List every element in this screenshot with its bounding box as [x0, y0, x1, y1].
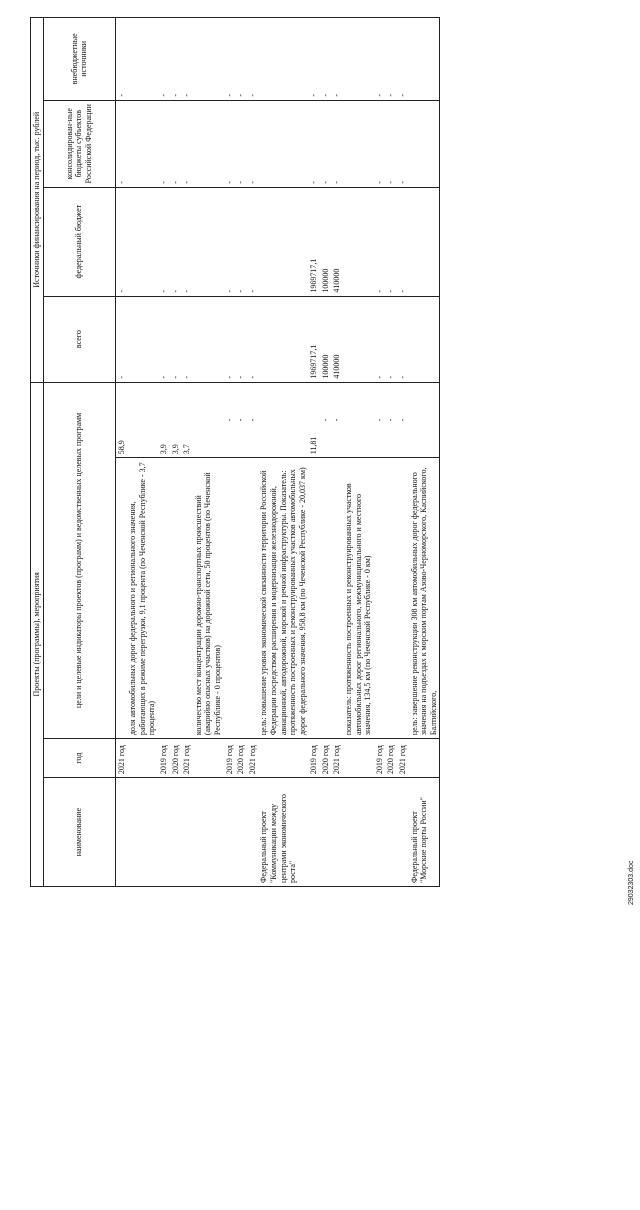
cell-year: 2021 год [247, 739, 259, 778]
cell-extra: - [308, 18, 320, 101]
cell-goal [158, 458, 170, 739]
cell-year: 2021 год [181, 739, 193, 778]
cell-year [409, 739, 440, 778]
cell-regional: - [158, 100, 170, 187]
cell-regional [409, 100, 440, 187]
cell-regional [127, 100, 158, 187]
cell-year [127, 739, 158, 778]
cell-name [181, 778, 193, 887]
cell-name [224, 778, 236, 887]
cell-regional [193, 100, 224, 187]
cell-year [258, 739, 308, 778]
cell-regional: - [385, 100, 397, 187]
cell-name: Федеральный проект "Коммуникации между центрами экономического роста" [258, 778, 308, 887]
cell-indicator-value [258, 382, 308, 458]
cell-indicator-value: - [224, 382, 236, 458]
header-goals: цели и целевые индикаторы проектов (программ) и ведомственных целевых программ [43, 382, 115, 739]
cell-goal [224, 458, 236, 739]
table-row [127, 18, 158, 887]
cell-federal: 100000 [320, 187, 332, 296]
cell-federal: - [385, 187, 397, 296]
cell-goal [170, 458, 182, 739]
cell-goal [308, 458, 320, 739]
cell-extra: - [235, 18, 247, 101]
cell-indicator-value: - [397, 382, 409, 458]
cell-extra: - [247, 18, 259, 101]
cell-name: Федеральный проект "Морские порты России" [409, 778, 440, 887]
cell-extra: - [181, 18, 193, 101]
cell-indicator-value: - [374, 382, 386, 458]
cell-federal: - [224, 187, 236, 296]
cell-goal [331, 458, 343, 739]
cell-federal: - [247, 187, 259, 296]
cell-regional: - [170, 100, 182, 187]
table-row [331, 18, 343, 887]
cell-goal: показатель: протяженность построенных и реконструированных участков автомобильных дорог регионального, межмуниципального и местного значения, 134,5 км (по Чеченской Республике - 0 км) [343, 458, 374, 739]
cell-total: - [374, 296, 386, 382]
cell-federal: - [397, 187, 409, 296]
cell-indicator-value: - [331, 382, 343, 458]
cell-federal [193, 187, 224, 296]
cell-goal [247, 458, 259, 739]
cell-regional: - [397, 100, 409, 187]
cell-federal: - [158, 187, 170, 296]
table-row [115, 18, 127, 887]
cell-goal [235, 458, 247, 739]
cell-extra: - [115, 18, 127, 101]
cell-name [320, 778, 332, 887]
financing-table [30, 17, 440, 887]
cell-total: - [397, 296, 409, 382]
cell-total: - [247, 296, 259, 382]
cell-goal: количество мест концентрации дорожно-транспортных происшествий (аварийно опасных участков) на дорожной сети, 50 процентов (по Чеченской Республике - 0 процентов) [193, 458, 224, 739]
cell-extra [193, 18, 224, 101]
table-header [31, 18, 116, 887]
cell-name [158, 778, 170, 887]
cell-indicator-value: - [320, 382, 332, 458]
cell-indicator-value: 11,81 [308, 382, 320, 458]
cell-goal: доля автомобильных дорог федерального и регионального значения, работающих в режиме перегрузки, 9,1 процента (по Чеченской Республике - 3,7 процента) [127, 458, 158, 739]
cell-total: - [115, 296, 127, 382]
cell-total [343, 296, 374, 382]
table-row [170, 18, 182, 887]
cell-extra: - [320, 18, 332, 101]
cell-total [409, 296, 440, 382]
table-row [343, 18, 374, 887]
cell-name [170, 778, 182, 887]
cell-goal [320, 458, 332, 739]
table-row [409, 18, 440, 887]
cell-federal: - [181, 187, 193, 296]
cell-year: 2020 год [235, 739, 247, 778]
header-federal: федеральный бюджет [43, 187, 115, 296]
cell-year: 2019 год [158, 739, 170, 778]
cell-goal [115, 458, 127, 739]
cell-total [258, 296, 308, 382]
cell-name [385, 778, 397, 887]
cell-goal [385, 458, 397, 739]
cell-federal: - [374, 187, 386, 296]
table-row [158, 18, 170, 887]
cell-year: 2021 год [397, 739, 409, 778]
cell-name [397, 778, 409, 887]
cell-year: 2021 год [331, 739, 343, 778]
cell-federal: - [170, 187, 182, 296]
cell-federal: 410000 [331, 187, 343, 296]
cell-regional: - [181, 100, 193, 187]
cell-name [331, 778, 343, 887]
cell-indicator-value [127, 382, 158, 458]
table-row [258, 18, 308, 887]
table-row [308, 18, 320, 887]
cell-year: 2021 год [115, 739, 127, 778]
table-row [235, 18, 247, 887]
cell-goal: цель: повышение уровня экономической связанности территории Российской Федерации посредством расширения и модернизации железнодорожной, авиационной, автодорожной, морской и речной инфраструктуры. Показатель: протяженность построенных и реконструированных участков автомобильных дорог федерального значения, 958,8 км (по Чеченской Республике - 20,037 км) [258, 458, 308, 739]
header-total: всего [43, 296, 115, 382]
table-row [397, 18, 409, 887]
cell-federal [343, 187, 374, 296]
cell-regional: - [247, 100, 259, 187]
cell-extra: - [224, 18, 236, 101]
cell-regional [343, 100, 374, 187]
cell-goal [397, 458, 409, 739]
table-body [115, 18, 440, 887]
cell-total: 1969717,1 [308, 296, 320, 382]
cell-total [127, 296, 158, 382]
cell-total: 410000 [331, 296, 343, 382]
cell-regional: - [320, 100, 332, 187]
cell-federal [127, 187, 158, 296]
cell-extra [258, 18, 308, 101]
table-row [320, 18, 332, 887]
cell-goal [374, 458, 386, 739]
cell-name [193, 778, 224, 887]
cell-year: 2020 год [170, 739, 182, 778]
cell-total [193, 296, 224, 382]
header-regional: консолидирован-ные бюджеты субъектов Российской Федерации [43, 100, 115, 187]
cell-total: - [385, 296, 397, 382]
table-row [247, 18, 259, 887]
cell-regional: - [224, 100, 236, 187]
cell-extra: - [397, 18, 409, 101]
cell-extra: - [374, 18, 386, 101]
cell-indicator-value: 3,9 [158, 382, 170, 458]
table-row [193, 18, 224, 887]
header-projects-group: Проекты (программы), мероприятия [31, 382, 44, 886]
cell-indicator-value: - [235, 382, 247, 458]
cell-extra [409, 18, 440, 101]
cell-federal [409, 187, 440, 296]
table-row [181, 18, 193, 887]
cell-regional [258, 100, 308, 187]
cell-goal: цель: завершение реконструкции 308 км автомобильных дорог федерального значения на подъездах к морским портам Азово-Черноморского, Каспийского, Балтийского, [409, 458, 440, 739]
cell-extra: - [331, 18, 343, 101]
cell-name [343, 778, 374, 887]
cell-federal: - [115, 187, 127, 296]
cell-regional: - [115, 100, 127, 187]
cell-indicator-value: - [247, 382, 259, 458]
cell-extra: - [385, 18, 397, 101]
cell-name [127, 778, 158, 887]
cell-year: 2019 год [374, 739, 386, 778]
cell-regional: - [331, 100, 343, 187]
header-year: год [43, 739, 115, 778]
cell-name [247, 778, 259, 887]
cell-extra [127, 18, 158, 101]
cell-indicator-value: - [385, 382, 397, 458]
cell-year: 2020 год [385, 739, 397, 778]
header-name: наименование [43, 778, 115, 887]
cell-name [115, 778, 127, 887]
cell-indicator-value: 3,7 [181, 382, 193, 458]
header-extra: внебюджетные источники [43, 18, 115, 101]
cell-name [308, 778, 320, 887]
cell-indicator-value [343, 382, 374, 458]
cell-total: - [235, 296, 247, 382]
cell-year [193, 739, 224, 778]
cell-year: 2019 год [308, 739, 320, 778]
footer-filename: 29032303.doc [628, 860, 635, 905]
cell-regional: - [308, 100, 320, 187]
cell-year: 2020 год [320, 739, 332, 778]
cell-indicator-value: 58,9 [115, 382, 127, 458]
cell-federal [258, 187, 308, 296]
cell-name [374, 778, 386, 887]
cell-indicator-value [409, 382, 440, 458]
cell-name [235, 778, 247, 887]
table-row [385, 18, 397, 887]
cell-federal: - [235, 187, 247, 296]
cell-regional: - [374, 100, 386, 187]
cell-regional: - [235, 100, 247, 187]
cell-total: - [170, 296, 182, 382]
cell-year [343, 739, 374, 778]
cell-extra [343, 18, 374, 101]
cell-indicator-value: 3,9 [170, 382, 182, 458]
cell-year: 2019 год [224, 739, 236, 778]
table-row [224, 18, 236, 887]
cell-goal [181, 458, 193, 739]
cell-extra: - [158, 18, 170, 101]
cell-total: - [158, 296, 170, 382]
cell-total: - [224, 296, 236, 382]
cell-total: 100000 [320, 296, 332, 382]
cell-indicator-value [193, 382, 224, 458]
cell-extra: - [170, 18, 182, 101]
cell-total: - [181, 296, 193, 382]
cell-federal: 1969717,1 [308, 187, 320, 296]
table-row [374, 18, 386, 887]
header-sources-group: Источники финансирования на период, тыс. рублей [31, 18, 44, 383]
